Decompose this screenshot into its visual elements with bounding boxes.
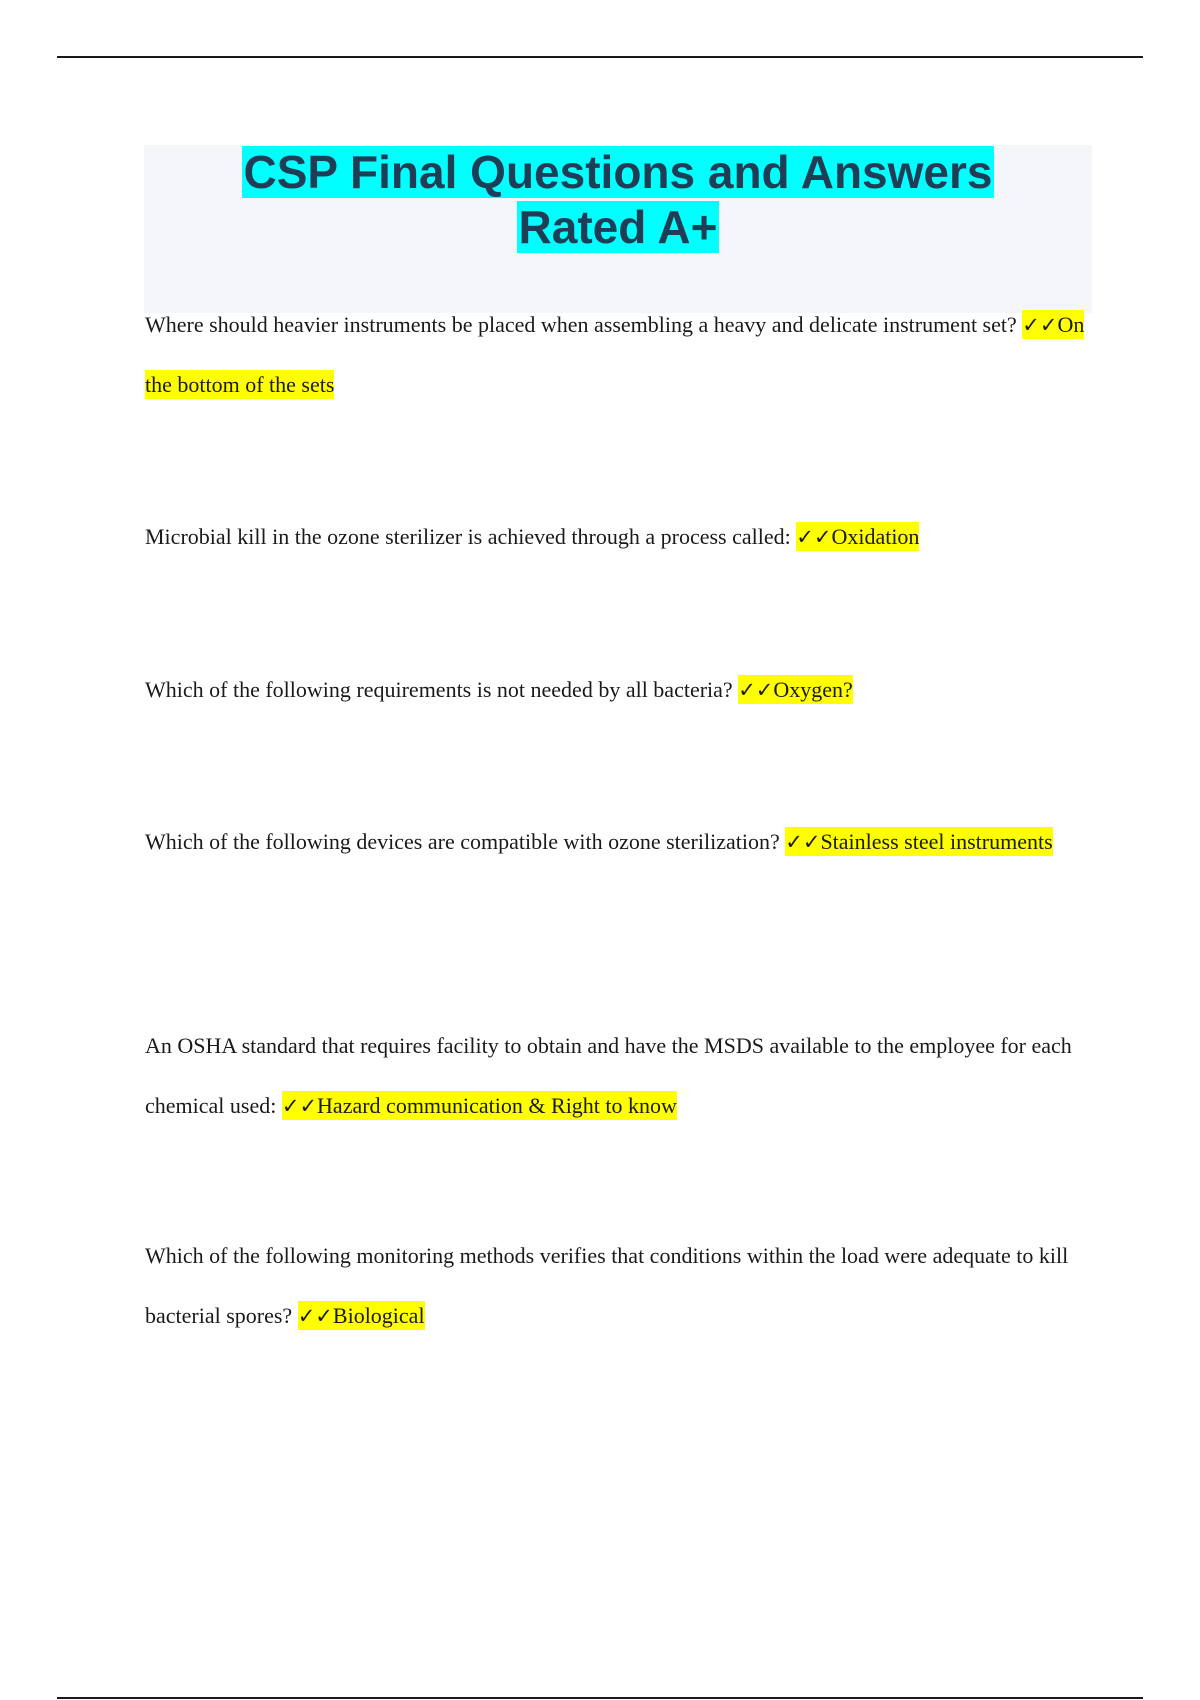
question-text: Where should heavier instruments be placed when assembling a heavy and delicate instrument set? bbox=[145, 312, 1017, 337]
question-text: Which of the following requirements is not needed by all bacteria? bbox=[145, 677, 733, 702]
footer-rule bbox=[57, 1697, 1143, 1699]
double-check-icon: ✓✓ bbox=[297, 1304, 333, 1328]
qa-item-4 bbox=[145, 812, 1095, 872]
answer-highlight bbox=[785, 827, 1052, 856]
qa-item-1 bbox=[145, 295, 1095, 415]
question-text: Which of the following monitoring methods verifies that conditions within the load were adequate to kill bacterial spores? bbox=[145, 1243, 1069, 1328]
title-line-2: Rated A+ bbox=[518, 201, 718, 253]
qa-item-5 bbox=[145, 1016, 1095, 1136]
header-rule bbox=[57, 56, 1143, 58]
double-check-icon: ✓✓ bbox=[738, 678, 774, 702]
qa-item-2 bbox=[145, 507, 1095, 567]
answer-text: Oxygen? bbox=[773, 677, 853, 702]
answer-text: Hazard communication & Right to know bbox=[317, 1093, 677, 1118]
answer-text: Biological bbox=[332, 1303, 425, 1328]
answer-text: Oxidation bbox=[831, 524, 920, 549]
double-check-icon: ✓✓ bbox=[281, 1094, 318, 1118]
title-line-1: CSP Final Questions and Answers bbox=[243, 146, 993, 198]
double-check-icon: ✓✓ bbox=[796, 525, 832, 549]
answer-highlight bbox=[282, 1091, 677, 1120]
question-text: Which of the following devices are compatible with ozone sterilization? bbox=[145, 829, 780, 854]
answer-highlight bbox=[298, 1301, 425, 1330]
answer-highlight bbox=[796, 522, 919, 551]
question-text: Microbial kill in the ozone sterilizer is achieved through a process called: bbox=[145, 524, 791, 549]
qa-item-6 bbox=[145, 1226, 1095, 1346]
question-text: An OSHA standard that requires facility to obtain and have the MSDS available to the employee for each chemical used: bbox=[145, 1033, 1072, 1118]
answer-text: Stainless steel instruments bbox=[820, 829, 1053, 854]
answer-highlight bbox=[738, 675, 853, 704]
double-check-icon: ✓✓ bbox=[785, 830, 821, 854]
title-block bbox=[144, 145, 1092, 313]
double-check-icon: ✓✓ bbox=[1022, 313, 1058, 337]
document-title bbox=[144, 145, 1092, 255]
qa-item-3 bbox=[145, 660, 1095, 720]
answer-text: On the bottom of the sets bbox=[145, 312, 1085, 397]
